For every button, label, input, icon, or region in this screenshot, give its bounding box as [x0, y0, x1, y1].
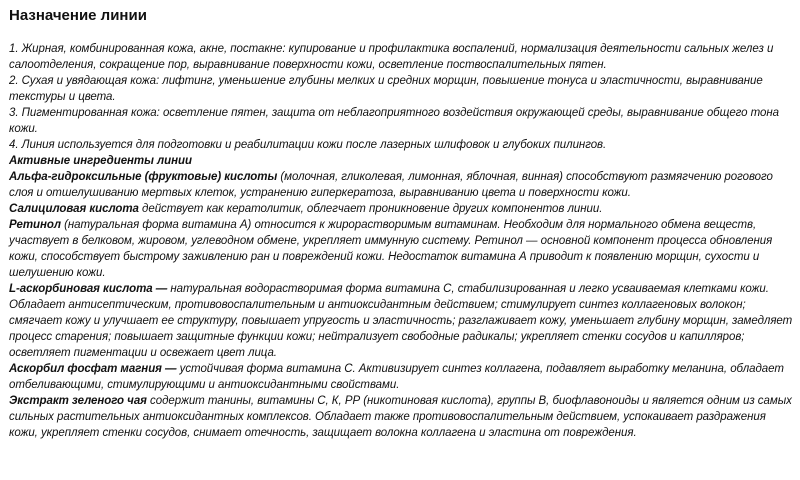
- purpose-item-4: 4. Линия используется для подготовки и реабилитации кожи после лазерных шлифовок и глубоких пилингов.: [9, 139, 607, 151]
- ingredient-description: содержит танины, витамины С, К, РР (никотиновая кислота), группы В, биофлавоноиды и является одним из самых сильных растительных антиоксидантных комплексов. Обладает также противовоспалительным действием, успокаивает раздражения кожи, укрепляет стенки сосудов, снимает отечность, защищает волокна коллагена и эластина от повреждения.: [9, 395, 792, 439]
- ingredient-description: действует как кератолитик, облегчает проникновение других компонентов линии.: [138, 203, 603, 215]
- ingredient-ascorbic-acid: [9, 281, 794, 361]
- ingredient-name: Салициловая кислота: [9, 203, 139, 215]
- ingredient-green-tea-extract: [9, 393, 794, 441]
- ingredient-name: Аскорбил фосфат магния —: [9, 363, 177, 375]
- purpose-item-2: 2. Сухая и увядающая кожа: лифтинг, уменьшение глубины мелких и средних морщин, повышение тонуса и эластичности, выравнивание текстуры и цвета.: [9, 75, 763, 103]
- ingredient-retinol: [9, 217, 794, 281]
- ingredient-salicylic-acid: [9, 201, 794, 217]
- ingredient-description: устойчивая форма витамина С. Активизирует синтез коллагена, подавляет выработку меланина, обладает отбеливающими, стимулирующими и антиоксидантными свойствами.: [9, 363, 784, 391]
- purpose-item-1: 1. Жирная, комбинированная кожа, акне, постакне: купирование и профилактика воспалений, нормализация деятельности сальных желез и салоотделения, сокращение пор, выравнивание поверхности кожи, осветление поствоспалительных пятен.: [9, 43, 774, 71]
- ingredient-name: Альфа-гидроксильные (фруктовые) кислоты: [9, 171, 278, 183]
- ingredient-description: (натуральная форма витамина А) относится к жирорастворимым витаминам. Необходим для нормального обмена веществ, участвует в белковом, жировом, углеводном обмене, укрепляет иммунную систему. Ретинол — основной компонент процесса обновления кожи, способствует быстрому заживлению ран и повреждений кожи. Недостаток витамина А приводит к появлению морщин, сухости и шелушению кожи.: [9, 219, 773, 279]
- ingredient-name: Ретинол: [9, 219, 61, 231]
- ingredient-name: L-аскорбиновая кислота —: [9, 283, 168, 295]
- page-title: Назначение линии: [9, 7, 147, 24]
- ingredient-aha: [9, 169, 794, 201]
- purpose-item-3: 3. Пигментированная кожа: осветление пятен, защита от неблагоприятного воздействия окружающей среды, выравнивание общего тона кожи.: [9, 107, 780, 135]
- ingredient-description: натуральная водорастворимая форма витамина С, стабилизированная и легко усваиваемая клетками кожи. Обладает антисептическим, противовоспалительным и антиоксидантным действием; стимулирует синтез коллагеновых волокон; смягчает кожу и улучшает ее структуру, повышает упругость и эластичность; разглаживает кожу, уменьшает глубину морщин, замедляет процесс старения; повышает защитные функции кожи; нейтрализует свободные радикалы; укрепляет стенки сосудов и капилляров; осветляет пигментации и освежает цвет лица.: [9, 283, 793, 359]
- ingredients-heading: Активные ингредиенты линии: [9, 155, 192, 167]
- ingredient-magnesium-ascorbyl-phosphate: [9, 361, 794, 393]
- ingredient-description: (молочная, гликолевая, лимонная, яблочная, винная) способствуют размягчению рогового слоя и отшелушиванию мертвых клеток, устранению гиперкератоза, выравниванию цвета и поверхности кожи.: [9, 171, 773, 199]
- ingredient-name: Экстракт зеленого чая: [9, 395, 147, 407]
- document-body: [9, 41, 794, 441]
